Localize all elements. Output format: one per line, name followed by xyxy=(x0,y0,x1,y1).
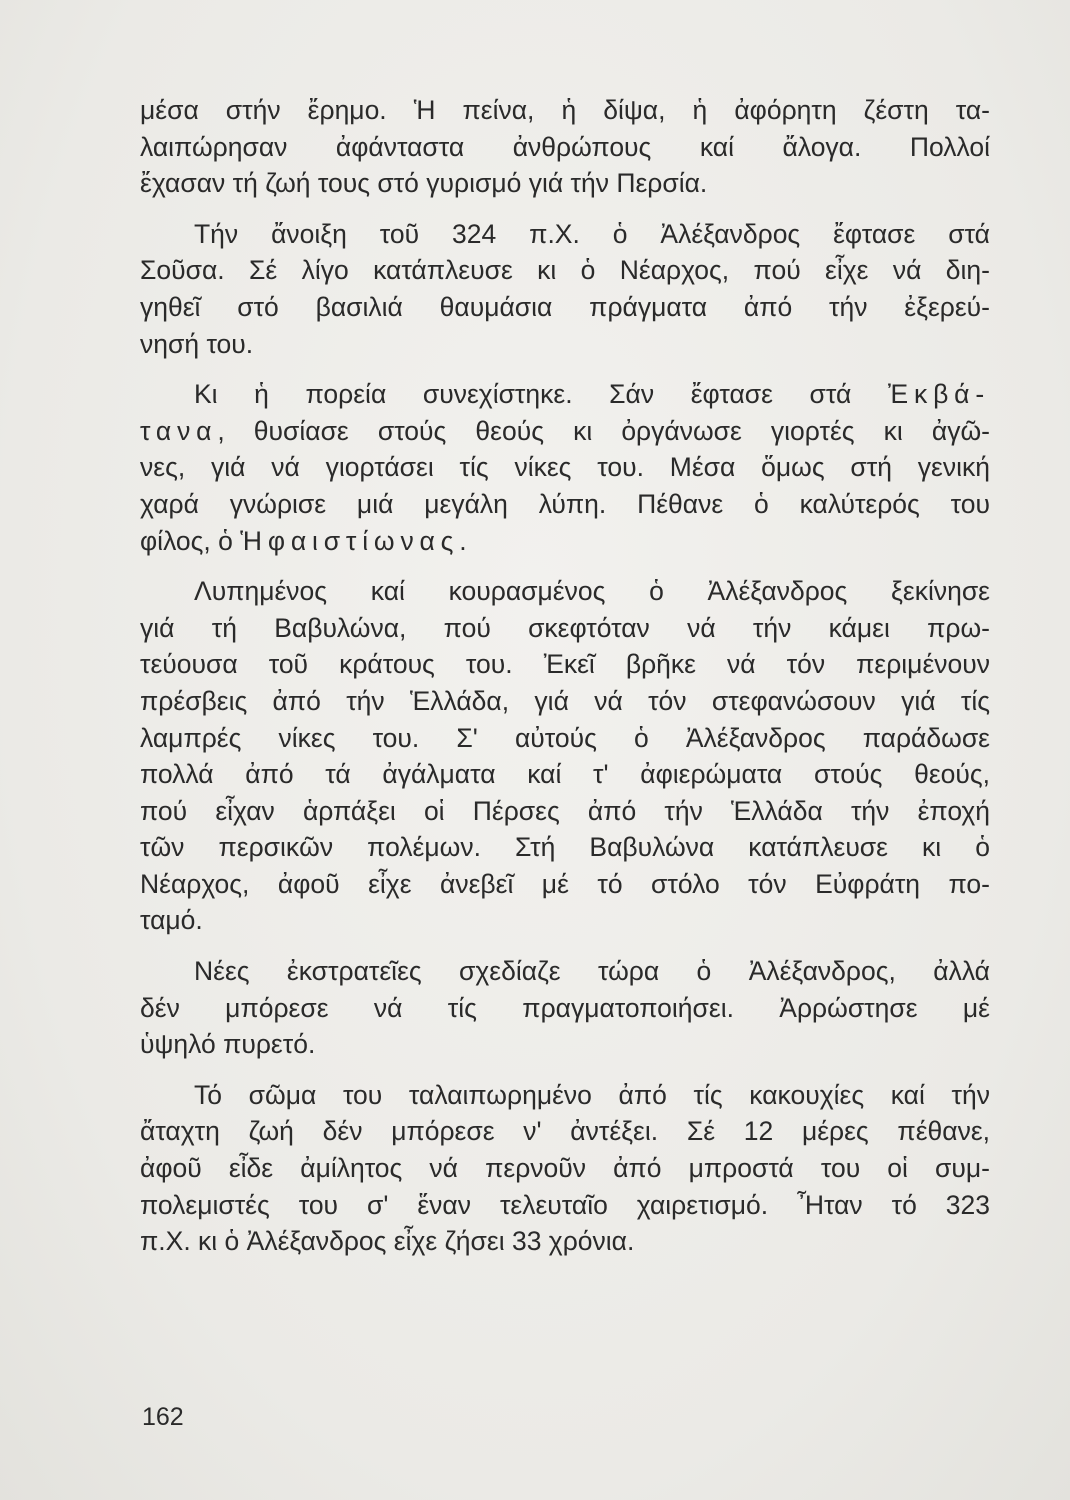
text-line: μέσα στήν ἔρημο. Ἡ πείνα, ἡ δίψα, ἡ ἀφόρητη ζέστη τα- xyxy=(140,95,990,125)
text-line: πολλά ἀπό τά ἀγάλματα καί τ' ἀφιερώματα στούς θεούς, xyxy=(140,759,990,790)
text-line: λαιπώρησαν ἀφάνταστα ἀνθρώπους καί ἄλογα. Πολλοί xyxy=(140,131,990,162)
text-line: ἔχασαν τή ζωή τους στό γυρισμό γιά τήν Περσία. xyxy=(140,168,708,199)
text-line: λαμπρές νίκες του. Σ' αὐτούς ὁ Ἀλέξανδρος παράδωσε xyxy=(140,722,990,753)
paragraph-6 xyxy=(140,1077,990,1260)
text-segment: , θυσίασε στούς θεούς κι ὀργάνωσε γιορτές κι ἀγῶ- xyxy=(217,415,990,446)
text-line: ἀφοῦ εἶδε ἀμίλητος νά περνοῦν ἀπό μπροστά του οἱ συμ- xyxy=(140,1153,990,1184)
paragraph-5 xyxy=(140,953,990,1063)
text-line: ταμό. xyxy=(140,905,203,936)
text-line: γιά τή Βαβυλώνα, πού σκεφτόταν νά τήν κάμει πρω- xyxy=(140,612,990,643)
text-line: ὑψηλό πυρετό. xyxy=(140,1029,316,1060)
text-line: τῶν περσικῶν πολέμων. Στή Βαβυλώνα κατάπλευσε κι ὁ xyxy=(140,832,990,863)
text-line: Νέες ἐκστρατεῖες σχεδίαζε τώρα ὁ Ἀλέξανδρος, ἀλλά xyxy=(194,956,990,987)
text-segment: Κι ἡ πορεία συνεχίστηκε. Σάν ἔφτασε στά xyxy=(194,379,852,410)
text-line: πού εἶχαν ἁρπάξει οἱ Πέρσες ἀπό τήν Ἑλλάδα τήν ἐποχή xyxy=(140,795,990,826)
text-line: νησή του. xyxy=(140,328,254,359)
place-name-ecbatana-part1: Ἐκβά- xyxy=(887,379,990,410)
paragraph-2 xyxy=(140,216,990,362)
text-line: πολεμιστές του σ' ἕναν τελευταῖο χαιρετισμό. Ἦταν τό 323 xyxy=(140,1189,990,1220)
paragraph-4 xyxy=(140,573,990,939)
body-text xyxy=(140,92,990,1260)
text-line: Τήν ἄνοιξη τοῦ 324 π.Χ. ὁ Ἀλέξανδρος ἔφτασε στά xyxy=(194,218,990,249)
text-line xyxy=(140,523,990,560)
text-segment: φίλος, ὁ xyxy=(140,525,233,556)
text-line: π.Χ. κι ὁ Ἀλέξανδρος εἶχε ζήσει 33 χρόνια. xyxy=(140,1226,635,1257)
text-line xyxy=(140,376,990,413)
text-line: Λυπημένος καί κουρασμένος ὁ Ἀλέξανδρος ξεκίνησε xyxy=(194,576,990,607)
text-line: γηθεῖ στό βασιλιά θαυμάσια πράγματα ἀπό τήν ἐξερεύ- xyxy=(140,291,990,322)
paragraph-1 xyxy=(140,92,990,202)
text-line: ἄταχτη ζωή δέν μπόρεσε ν' ἀντέξει. Σέ 12 μέρες πέθανε, xyxy=(140,1116,990,1147)
text-line: χαρά γνώρισε μιά μεγάλη λύπη. Πέθανε ὁ καλύτερός του xyxy=(140,488,990,519)
text-line: Νέαρχος, ἀφοῦ εἶχε ἀνεβεῖ μέ τό στόλο τόν Εὐφράτη πο- xyxy=(140,868,990,899)
text-line: Τό σῶμα του ταλαιπωρημένο ἀπό τίς κακουχίες καί τήν xyxy=(194,1079,990,1110)
text-line: δέν μπόρεσε νά τίς πραγματοποιήσει. Ἀρρώστησε μέ xyxy=(140,992,990,1023)
place-name-ecbatana-part2: τανα xyxy=(140,415,218,446)
text-line xyxy=(140,413,990,450)
text-line: πρέσβεις ἀπό τήν Ἑλλάδα, γιά νά τόν στεφανώσουν γιά τίς xyxy=(140,685,990,716)
text-line: τεύουσα τοῦ κράτους του. Ἐκεῖ βρῆκε νά τόν περιμένουν xyxy=(140,649,990,680)
page-number: 162 xyxy=(142,1403,184,1431)
text-segment: . xyxy=(459,525,467,556)
text-line: Σοῦσα. Σέ λίγο κατάπλευσε κι ὁ Νέαρχος, πού εἶχε νά διη- xyxy=(140,255,990,286)
paragraph-3 xyxy=(140,376,990,559)
text-line: νες, γιά νά γιορτάσει τίς νίκες του. Μέσα ὅμως στή γενική xyxy=(140,452,990,483)
person-name-hephaestion: Ἡφαιστίωνας xyxy=(240,525,460,556)
